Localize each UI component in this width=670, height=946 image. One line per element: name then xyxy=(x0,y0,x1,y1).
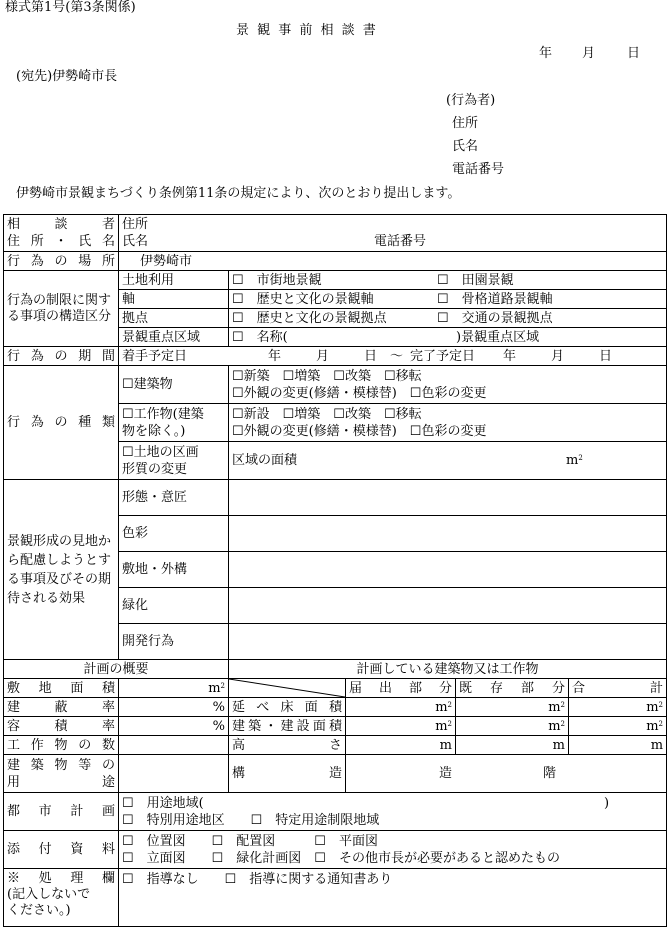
period-label: 行 為 の 期 間 xyxy=(4,347,119,366)
floor-area-total[interactable]: $m^2$ xyxy=(569,698,667,717)
checkbox-option[interactable]: ☐ 骨格道路景観軸 xyxy=(437,291,553,307)
attachments-row xyxy=(4,831,667,869)
planned-building-header: 計画している建築物又は工作物 xyxy=(229,660,667,679)
consideration-item: 形態・意匠 xyxy=(119,480,229,516)
addressee: (宛先)伊勢崎市長 xyxy=(16,69,118,84)
actor-phone-label: 電話番号 xyxy=(452,162,505,177)
structure-count-label: 工作物の数 xyxy=(4,736,119,755)
total-header: 合 計 xyxy=(569,679,667,698)
building-use-label: 建築物等の 用 途 xyxy=(4,755,119,793)
restriction-options[interactable] xyxy=(229,271,667,290)
consideration-input[interactable] xyxy=(229,516,667,552)
plan-header-row xyxy=(4,660,667,679)
floor-area-new[interactable]: $m^2$ xyxy=(346,698,456,717)
land-area-field[interactable]: 区域の面積 $m^2$ xyxy=(229,442,667,480)
plan-row xyxy=(4,679,667,698)
consultant-phone: 電話番号 xyxy=(374,234,427,249)
plan-row xyxy=(4,698,667,717)
city-plan-label: 都 市 計 画 xyxy=(4,793,119,831)
plan-row xyxy=(4,736,667,755)
date-month-label: 月 xyxy=(582,46,596,61)
intro-text: 伊勢崎市景観まちづくり条例第11条の規定により、次のとおり提出します。 xyxy=(16,186,461,201)
restriction-type: 景観重点区域 xyxy=(119,328,229,347)
height-label: 高 さ xyxy=(229,736,346,755)
height-new[interactable]: m xyxy=(346,736,456,755)
restriction-type: 軸 xyxy=(119,290,229,309)
place-label: 行 為 の 場 所 xyxy=(4,252,119,271)
restriction-row xyxy=(4,271,667,290)
far-label: 容 積 率 xyxy=(4,717,119,736)
actor-title: (行為者) xyxy=(446,93,496,108)
consultant-address: 住所 xyxy=(122,217,149,232)
restriction-options[interactable] xyxy=(229,309,667,328)
site-area-field[interactable]: $m^2$ xyxy=(119,679,229,698)
action-type-label: 行 為 の 種 類 xyxy=(4,366,119,480)
checkbox-option[interactable]: ☐ 田園景観 xyxy=(437,272,514,288)
city-plan-row xyxy=(4,793,667,831)
building-checkbox[interactable]: ☐建築物 xyxy=(119,366,229,404)
site-area-label: 敷 地 面 積 xyxy=(4,679,119,698)
consideration-item: 敷地・外構 xyxy=(119,552,229,588)
structure-options[interactable]: ☐新設 ☐増築 ☐改築 ☐移転 ☐外観の変更(修繕・模様替) ☐色彩の変更 xyxy=(229,404,667,442)
checkbox-option[interactable]: ☐ 名称( xyxy=(232,329,288,345)
structure-count-field[interactable] xyxy=(119,736,229,755)
consideration-item: 開発行為 xyxy=(119,624,229,660)
actor-name-label: 氏名 xyxy=(452,139,479,154)
form-number: 様式第1号(第3条関係) xyxy=(5,0,136,15)
building-area-label: 建築・建設面積 xyxy=(229,717,346,736)
consideration-input[interactable] xyxy=(229,624,667,660)
restriction-options[interactable] xyxy=(229,328,667,347)
action-type-row xyxy=(4,366,667,404)
height-existing[interactable]: m xyxy=(456,736,569,755)
attachments-label: 添 付 資 料 xyxy=(4,831,119,869)
page-title: 景 観 事 前 相 談 書 xyxy=(236,23,378,38)
consultant-value[interactable] xyxy=(119,215,667,252)
consultant-label: 相 談 者 住 所 ・ 氏 名 xyxy=(4,215,119,252)
consideration-input[interactable] xyxy=(229,480,667,516)
restriction-type: 拠点 xyxy=(119,309,229,328)
date-day-label: 日 xyxy=(627,46,641,61)
height-total[interactable]: m xyxy=(569,736,667,755)
processing-row xyxy=(4,869,667,927)
consideration-input[interactable] xyxy=(229,552,667,588)
consideration-item: 緑化 xyxy=(119,588,229,624)
building-use-field[interactable] xyxy=(119,755,229,793)
checkbox-option[interactable]: ☐ 交通の景観拠点 xyxy=(437,310,553,326)
plan-row xyxy=(4,717,667,736)
city-plan-options[interactable]: ☐ 用途地域( ) ☐ 特別用途地区 ☐ 特定用途制限地域 xyxy=(119,793,667,831)
building-area-new[interactable]: $m^2$ xyxy=(346,717,456,736)
consultant-name: 氏名 xyxy=(122,234,149,249)
consultation-form-table xyxy=(3,214,667,927)
construction-field[interactable]: 造 階 xyxy=(346,755,667,793)
district-suffix: )景観重点区域 xyxy=(456,329,540,345)
consultant-row xyxy=(4,215,667,252)
plan-row xyxy=(4,755,667,793)
building-options[interactable]: ☐新築 ☐増築 ☐改築 ☐移転 ☐外観の変更(修繕・模様替) ☐色彩の変更 xyxy=(229,366,667,404)
diagonal-cell xyxy=(229,679,346,698)
consideration-row xyxy=(4,480,667,516)
checkbox-option[interactable]: ☐ 歴史と文化の景観拠点 xyxy=(232,310,387,326)
far-field[interactable]: % xyxy=(119,717,229,736)
structure-checkbox[interactable]: ☐工作物(建築 物を除く。) xyxy=(119,404,229,442)
period-row xyxy=(4,347,667,366)
actor-address-label: 住所 xyxy=(452,116,479,131)
processing-label: ※ 処 理 欄 (記入しないで ください。) xyxy=(4,869,119,927)
existing-portion-header: 既 存 部 分 xyxy=(456,679,569,698)
restriction-label: 行為の制限に関する事項の構造区分 xyxy=(4,271,119,347)
coverage-field[interactable]: % xyxy=(119,698,229,717)
processing-options: ☐ 指導なし ☐ 指導に関する通知書あり xyxy=(119,869,667,927)
coverage-label: 建 蔽 率 xyxy=(4,698,119,717)
place-row xyxy=(4,252,667,271)
floor-area-label: 延 べ 床 面 積 xyxy=(229,698,346,717)
date-year-label: 年 xyxy=(539,46,553,61)
restriction-options[interactable] xyxy=(229,290,667,309)
checkbox-option[interactable]: ☐ 歴史と文化の景観軸 xyxy=(232,291,374,307)
period-value[interactable]: 着手予定日 年 月 日 ～ 完了予定日 年 月 日 xyxy=(119,347,667,366)
construction-label: 構 造 xyxy=(229,755,346,793)
floor-area-existing[interactable]: $m^2$ xyxy=(456,698,569,717)
place-value[interactable]: 伊勢崎市 xyxy=(119,252,667,271)
attachments-options[interactable]: ☐ 位置図 ☐ 配置図 ☐ 平面図 ☐ 立面図 ☐ 緑化計画図 ☐ その他市長が必要があると認めたもの xyxy=(119,831,667,869)
consideration-item: 色彩 xyxy=(119,516,229,552)
land-checkbox[interactable]: ☐土地の区画 形質の変更 xyxy=(119,442,229,480)
new-portion-header: 届 出 部 分 xyxy=(346,679,456,698)
checkbox-option[interactable]: ☐ 市街地景観 xyxy=(232,272,322,288)
consideration-input[interactable] xyxy=(229,588,667,624)
building-area-existing[interactable]: $m^2$ xyxy=(456,717,569,736)
restriction-type: 土地利用 xyxy=(119,271,229,290)
building-area-total[interactable]: $m^2$ xyxy=(569,717,667,736)
plan-summary-header: 計画の概要 xyxy=(4,660,229,679)
consideration-label: 景観形成の見地から配慮しようとする事項及びその期待される効果 xyxy=(4,480,119,660)
